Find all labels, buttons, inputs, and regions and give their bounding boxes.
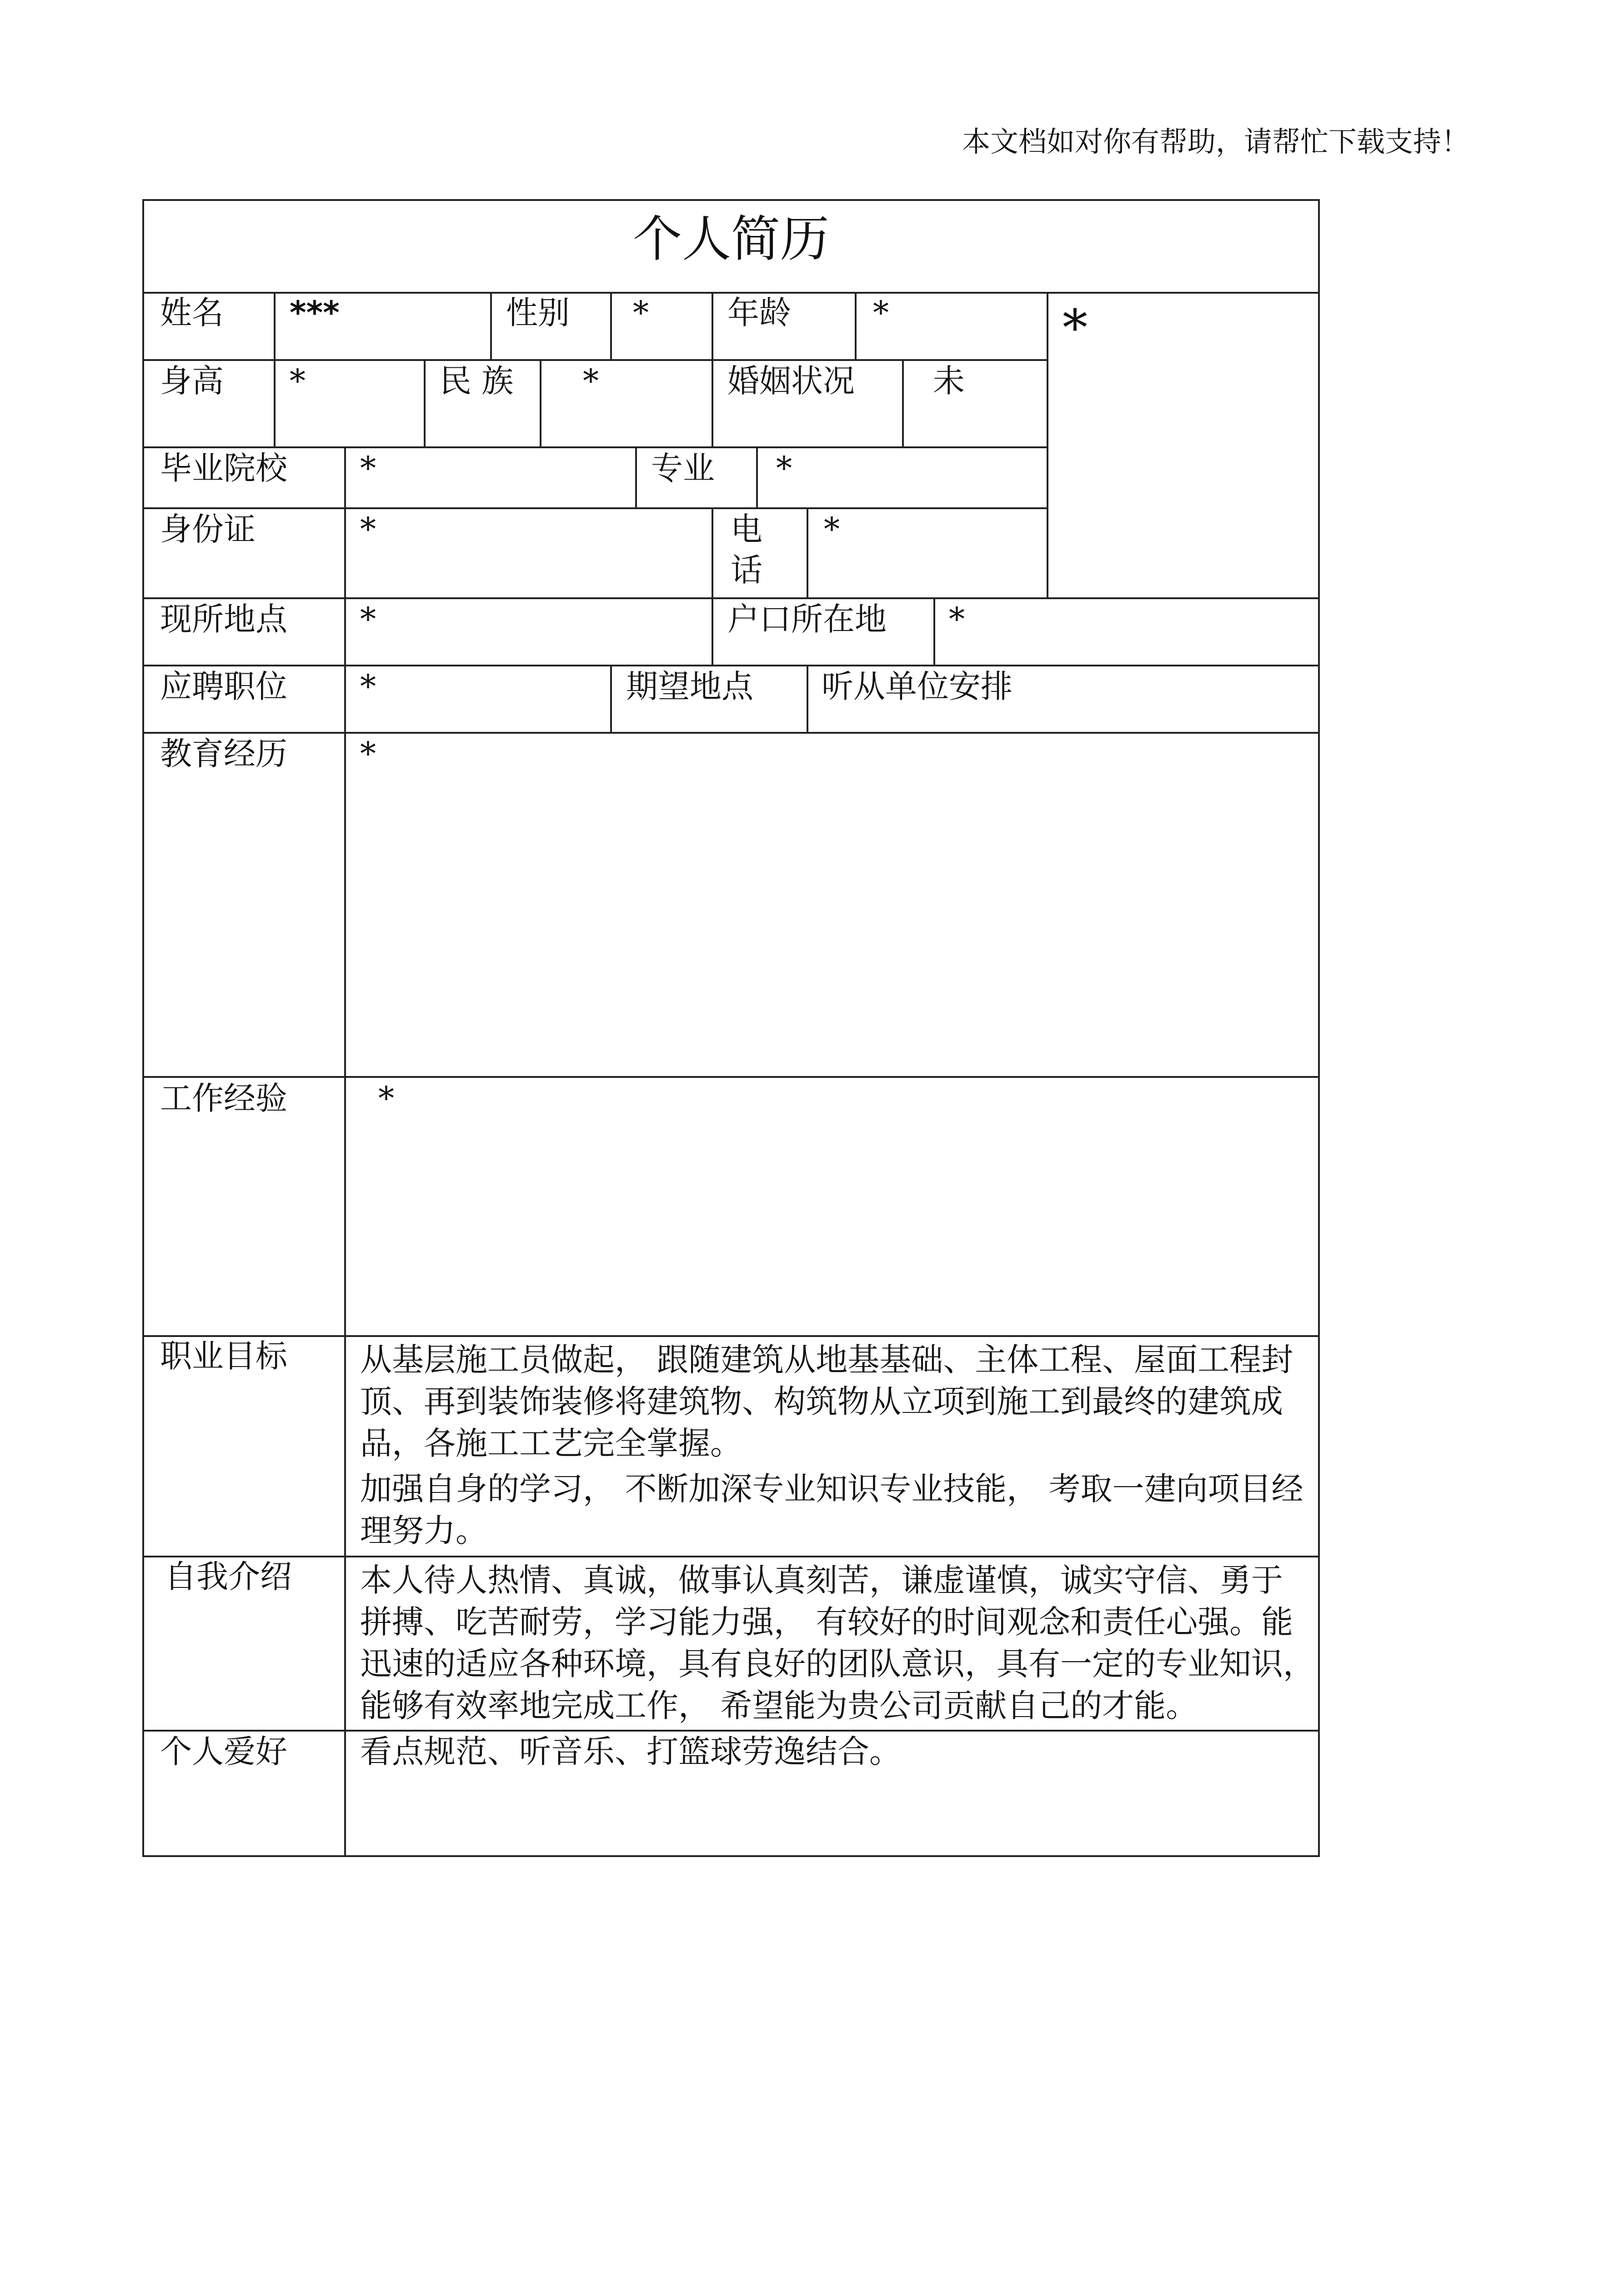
education-value: *	[360, 735, 376, 772]
goal-label: 职业目标	[160, 1337, 287, 1375]
work-label: 工作经验	[160, 1080, 287, 1117]
id-value: *	[360, 511, 376, 548]
major-label: 专业	[651, 450, 715, 487]
school-label: 毕业院校	[160, 450, 287, 487]
page-title: 个人简历	[632, 211, 829, 268]
intro-line: 拼搏、吃苦耐劳，学习能力强， 有较好的时间观念和责任心强。能	[360, 1603, 1293, 1641]
expected-location-value: 听从单位安排	[822, 668, 1012, 705]
goal-line: 顶、再到装饰装修将建筑物、构筑物从立项到施工到最终的建筑成	[360, 1383, 1283, 1420]
phone-value: *	[824, 511, 840, 548]
goal-text	[360, 1339, 1315, 1552]
age-label: 年龄	[727, 294, 791, 331]
phone-label-1: 电	[731, 511, 762, 548]
photo-placeholder: *	[1063, 299, 1088, 357]
age-value: *	[873, 294, 889, 331]
gender-label: 性别	[506, 294, 570, 331]
position-value: *	[360, 668, 376, 705]
intro-line: 能够有效率地完成工作， 希望能为贵公司贡献自己的才能。	[360, 1687, 1198, 1724]
intro-line: 本人待人热情、真诚，做事认真刻苦，谦虚谨慎，诚实守信、勇于	[360, 1562, 1283, 1599]
goal-line: 品，各施工工艺完全掌握。	[360, 1425, 742, 1462]
work-value: *	[378, 1080, 394, 1117]
goal-line: 理努力。	[360, 1512, 487, 1549]
ethnicity-value: *	[583, 362, 599, 400]
goal-line: 从基层施工员做起， 跟随建筑从地基基础、主体工程、屋面工程封	[360, 1341, 1293, 1378]
hobby-label: 个人爱好	[160, 1733, 287, 1770]
download-notice: 本文档如对你有帮助，请帮忙下载支持！	[962, 125, 1469, 158]
resume-form	[142, 199, 1320, 1857]
address-label: 现所地点	[160, 601, 287, 638]
marital-label: 婚姻状况	[727, 362, 855, 400]
phone-label-2: 话	[731, 551, 762, 589]
height-label: 身高	[160, 362, 224, 400]
goal-line: 加强自身的学习， 不断加深专业知识专业技能， 考取一建向项目经	[360, 1470, 1303, 1507]
hobby-value: 看点规范、听音乐、打篮球劳逸结合。	[360, 1733, 901, 1770]
education-label: 教育经历	[160, 735, 287, 772]
name-label: 姓名	[160, 294, 224, 331]
ethnicity-label: 民 族	[440, 362, 514, 400]
marital-value: 未	[933, 362, 965, 400]
school-value: *	[360, 450, 376, 487]
gender-value: *	[633, 294, 649, 331]
intro-text	[360, 1559, 1315, 1727]
name-value: ***	[290, 294, 340, 331]
address-value: *	[360, 601, 376, 638]
major-value: *	[776, 450, 792, 487]
id-label: 身份证	[160, 511, 256, 548]
intro-line: 迅速的适应各种环境，具有良好的团队意识，具有一定的专业知识，	[360, 1645, 1315, 1682]
hukou-value: *	[949, 601, 965, 638]
height-value: *	[290, 362, 306, 400]
position-label: 应聘职位	[160, 668, 287, 705]
intro-label: 自我介绍	[165, 1558, 292, 1595]
expected-location-label: 期望地点	[626, 668, 753, 705]
hukou-label: 户口所在地	[727, 601, 887, 638]
